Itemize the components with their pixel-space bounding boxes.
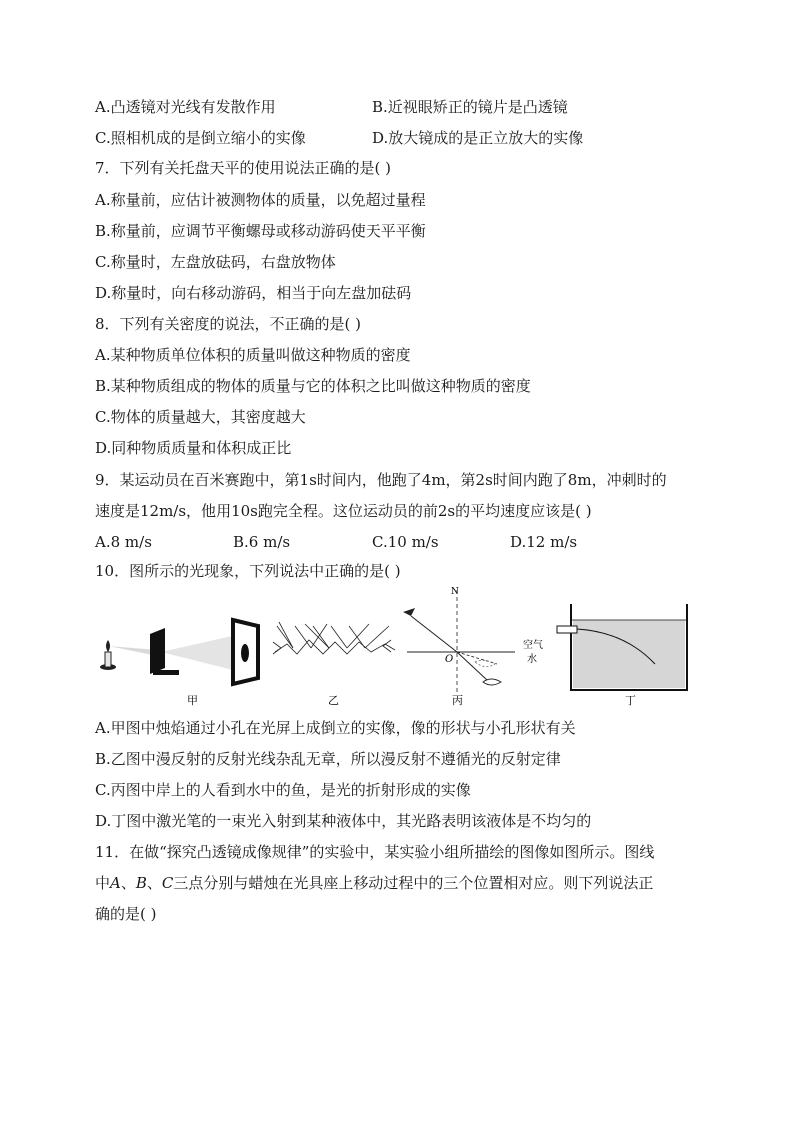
figure-yi-diffuse-reflection	[273, 622, 395, 654]
caption-bing: 丙	[452, 694, 463, 707]
q11-line2	[95, 873, 653, 893]
q8-option-d: D.同种物质质量和体积成正比	[95, 439, 292, 457]
q11-line2-rest: 三点分别与蜡烛在光具座上移动过程中的三个位置相对应。则下列说法正	[173, 874, 654, 892]
sep-2: 、	[146, 874, 162, 892]
q10-stem: 10．图所示的光现象，下列说法中正确的是( )	[95, 562, 401, 580]
q8-option-b: B.某种物质组成的物体的质量与它的体积之比叫做这种物质的密度	[95, 377, 531, 395]
q9-option-c: C.10 m/s	[372, 533, 439, 551]
incident-ray-1	[277, 626, 293, 648]
q10-option-a: A.甲图中烛焰通过小孔在光屏上成倒立的实像，像的形状与小孔形状有关	[95, 719, 576, 737]
candle-flame	[106, 640, 110, 652]
label-water: 水	[527, 654, 537, 665]
label-point-o: O	[445, 654, 454, 665]
point-a: A	[110, 874, 121, 892]
q11-line3: 确的是( )	[95, 905, 157, 923]
figure-bing-refraction	[403, 590, 515, 694]
candle-body	[105, 652, 111, 667]
caption-jia: 甲	[187, 694, 198, 707]
q8-stem: 8．下列有关密度的说法，不正确的是( )	[95, 315, 362, 333]
point-c: C	[161, 874, 174, 892]
q7-option-a: A.称量前，应估计被测物体的质量，以免超过量程	[95, 191, 426, 209]
incident-ray-2	[295, 626, 311, 648]
board-stand	[153, 670, 179, 675]
label-air: 空气	[523, 640, 543, 651]
fish-icon	[483, 679, 501, 685]
q8-option-a: A.某种物质单位体积的质量叫做这种物质的密度	[95, 346, 411, 364]
q8-option-c: C.物体的质量越大，其密度越大	[95, 408, 306, 426]
q9-stem-line1: 9．某运动员在百米赛跑中，第1s时间内，他跑了4m，第2s时间内跑了8m，冲刺时的	[95, 471, 667, 489]
q7-stem: 7．下列有关托盘天平的使用说法正确的是( )	[95, 159, 392, 177]
arrow-mark-left	[273, 642, 281, 654]
caption-ding: 丁	[625, 694, 636, 707]
figure-jia-pinhole	[100, 620, 258, 684]
q11-line1: 11．在做“探究凸透镜成像规律”的实验中，某实验小组所描绘的图像如图所示。图线	[95, 843, 655, 861]
sep-1: 、	[120, 874, 136, 892]
point-b: B	[135, 874, 147, 892]
q11-line2-prefix: 中	[95, 874, 111, 892]
fish-image-icon	[475, 660, 495, 666]
pinhole-board	[150, 628, 165, 674]
q10-option-d: D.丁图中激光笔的一束光入射到某种液体中，其光路表明该液体是不均匀的	[95, 812, 592, 830]
q6-option-b: B.近视眼矫正的镜片是凸透镜	[372, 98, 568, 116]
q10-figure	[95, 582, 695, 710]
eye-icon	[403, 608, 415, 616]
q10-option-c: C.丙图中岸上的人看到水中的鱼，是光的折射形成的实像	[95, 781, 471, 799]
q10-option-b: B.乙图中漫反射的反射光线杂乱无章，所以漫反射不遵循光的反射定律	[95, 750, 561, 768]
light-cone-left	[109, 646, 157, 656]
reflected-ray-1	[279, 622, 293, 648]
q7-option-b: B.称量前，应调节平衡螺母或移动游码使天平平衡	[95, 222, 426, 240]
inverted-image	[241, 644, 249, 662]
q9-option-a: A.8 m/s	[95, 533, 152, 551]
q6-option-d: D.放大镜成的是正立放大的实像	[372, 129, 584, 147]
q7-option-d: D.称量时，向右移动游码，相当于向左盘加砝码	[95, 284, 412, 302]
incident-ray-3	[313, 626, 329, 648]
incident-ray-4	[331, 626, 347, 648]
figure-ding-laser-liquid	[557, 604, 687, 690]
q9-option-d: D.12 m/s	[510, 533, 578, 551]
arrow-mark-right	[383, 640, 391, 652]
q7-option-c: C.称量时，左盘放砝码，右盘放物体	[95, 253, 336, 271]
q9-option-b: B.6 m/s	[233, 533, 291, 551]
reflected-ray-2	[311, 624, 327, 648]
q9-stem-line2: 速度是12m/s，他用10s跑完全程。这位运动员的前2s的平均速度应该是( )	[95, 502, 592, 520]
light-cone-right	[161, 634, 241, 672]
caption-yi: 乙	[328, 694, 339, 707]
rough-surface	[275, 640, 395, 654]
ray-in-air	[411, 616, 457, 652]
q6-option-a: A.凸透镜对光线有发散作用	[95, 98, 276, 116]
laser-pen	[557, 626, 577, 633]
q6-option-c: C.照相机成的是倒立缩小的实像	[95, 129, 306, 147]
label-normal-n: N	[451, 587, 459, 597]
